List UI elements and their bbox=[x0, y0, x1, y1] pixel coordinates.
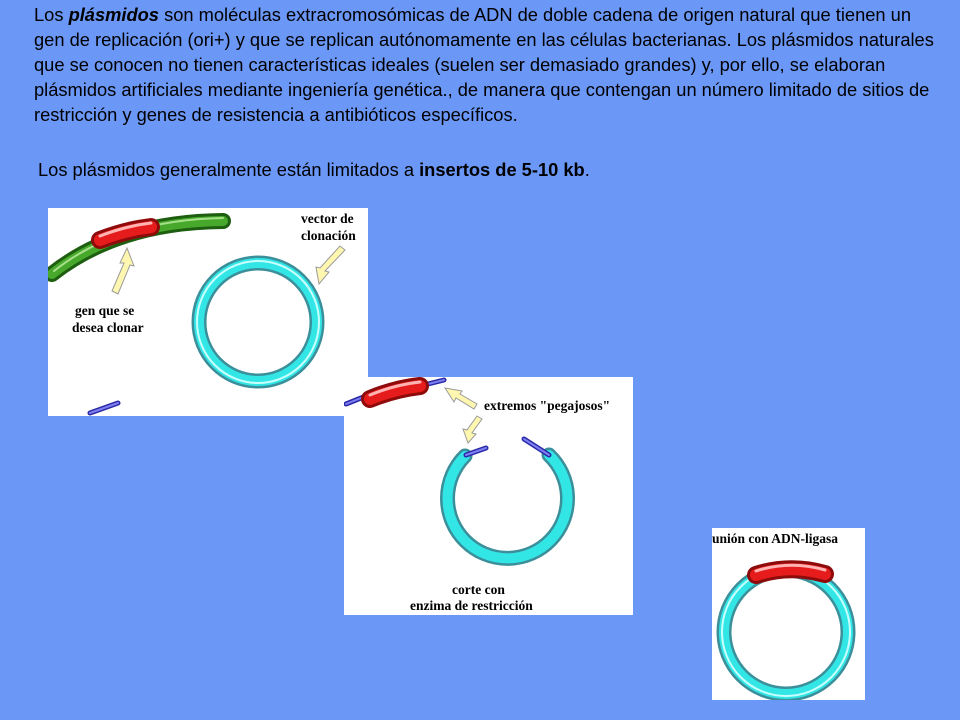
sticky-ends-label: extremos "pegajosos" bbox=[484, 398, 611, 413]
gene-label-line2: desea clonar bbox=[72, 320, 144, 335]
cut-label-line2: enzima de restricción bbox=[410, 598, 533, 613]
intro-text-1: Los bbox=[34, 4, 69, 25]
panel-ligation bbox=[712, 528, 865, 700]
note-text-1: Los plásmidos generalmente están limitados a bbox=[38, 159, 420, 180]
vector-arrow bbox=[316, 246, 345, 284]
note-text-2: . bbox=[584, 159, 590, 180]
panel3-illustration bbox=[712, 528, 865, 700]
intro-paragraph bbox=[34, 2, 934, 127]
cut-label-line1: corte con bbox=[452, 582, 505, 597]
intro-term-plasmidos: plásmidos bbox=[68, 4, 159, 25]
vector-label-line2: clonación bbox=[301, 228, 356, 243]
ligase-label: unión con ADN-ligasa bbox=[712, 531, 839, 546]
gene-arrow bbox=[112, 248, 134, 294]
panel-restriction-cut bbox=[344, 377, 633, 615]
note-emphasis: insertos de 5-10 kb bbox=[419, 159, 585, 180]
panel-cloning-vector bbox=[48, 208, 368, 416]
note-paragraph bbox=[38, 157, 938, 182]
gene-label-line1: gen que se bbox=[75, 303, 135, 318]
sticky-arrow-lower bbox=[463, 416, 482, 443]
intro-text-2: son moléculas extracromosómicas de ADN de doble cadena de origen natural que tienen un gen de replicación (ori+) y que se replican autónomamente en las células bacterianas. Los plásmidos naturales que se conocen no tienen características ideales (suelen ser demasiado grandes) y, por ello, se elaboran plásmidos artificiales mediante ingeniería genética., de manera que contengan un número limitado de sitios de restricción y genes de resistencia a antibióticos específicos. bbox=[34, 4, 934, 125]
vector-label-line1: vector de bbox=[301, 211, 354, 226]
sticky-arrow-upper bbox=[445, 388, 477, 409]
